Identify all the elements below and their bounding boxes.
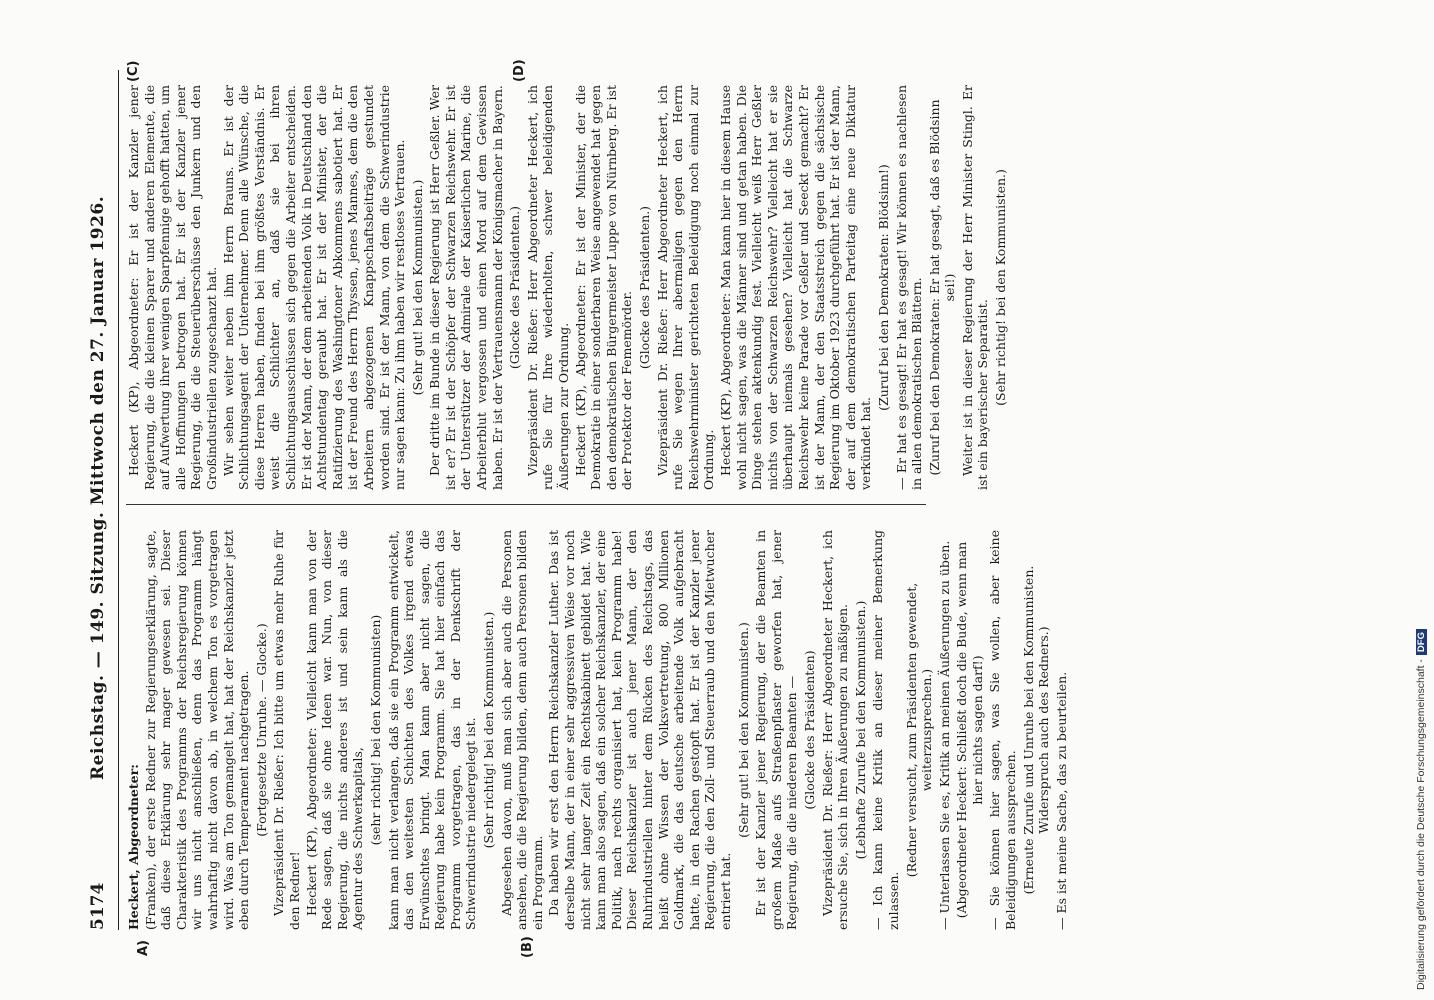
paragraph: Heckert (KP), Abgeordneter: Er ist der Kanzler jener Regierung, die die kleinen Sparer und anderen Elemente, die auf Aufwertung ihrer wenigen Sparpfennige gehofft hatten, um alle Hoffnungen betrogen hat. Er ist der Kanzler jener Regierung, die die Steuerüberschüsse den Junkern und den Großindustriellen zugeschanzt hat. [126, 85, 219, 490]
paragraph: — Er hat es gesagt! Er hat es gesagt! Wir können es nachlesen in allen demokratischen Blättern. [893, 85, 925, 490]
right-column [126, 85, 1011, 490]
margin-mark-a: A) [136, 939, 151, 956]
margin-mark-d: (D) [512, 59, 527, 82]
paragraph: Heckert (KP), Abgeordneter: Man kann hier in diesem Hause wohl nicht sagen, was die Männer sind und getan haben. Die Dinge stehen aktenkundig fest. Vielleicht weiß Herr Geßler nichts von der Schwarzen Reichswehr? Vielleicht hat er sie überhaupt niemals gesehen? Vielleicht hat die Schwarze Reichswehr keine Parade vor Geßler und Seeckt gemacht? Er ist der Mann, der den Staatsstreich gegen die sächsische Regierung im Oktober 1923 durchgeführt hat. Er ist der Mann, der auf dem demokratischen Parteitag eine neue Diktatur verkündet hat. [717, 85, 874, 490]
paragraph: Heckert, Abgeordneter: [126, 764, 141, 930]
paragraph: — Ich kann keine Kritik an dieser meiner Bemerkung zulassen. [870, 530, 901, 930]
left-column [126, 530, 1070, 930]
paragraph: (Zuruf bei den Demokraten: Er hat gesagt, daß es Blödsinn sei!) [926, 99, 958, 476]
dfg-logo-badge: DFG [1416, 629, 1427, 655]
paragraph: (sehr richtig! bei den Kommunisten) [367, 614, 383, 846]
page-number: 5174 [88, 882, 108, 930]
paragraph: — Sie können hier sagen, was Sie wollen, aber keine Beleidigungen aussprechen. [987, 530, 1019, 930]
paragraph: Vizepräsident Dr. Rießer: Herr Abgeordneter Heckert, ich rufe Sie für Ihre wiederholten, schwer beleidigenden Äußerungen zur Ordnung. [524, 85, 572, 490]
paragraph: Vizepräsident Dr. Rießer: Herr Abgeordneter Heckert, ich ersuche Sie, sich in Ihren Äußerungen zu mäßigen. [819, 530, 851, 930]
paragraph: (Zuruf bei den Demokraten: Blödsinn!) [875, 164, 891, 411]
column-divider [126, 504, 926, 505]
paragraph: (Sehr richtig! bei den Kommunisten.) [993, 169, 1009, 406]
rotated-page-content [80, 59, 1310, 958]
paragraph: (Abgeordneter Heckert: Schließt doch die Bude, wenn man hier nichts sagen darf!) [954, 541, 985, 919]
paragraph: — Unterlassen Sie es, Kritik an meinen Äußerungen zu üben. [936, 540, 952, 930]
header-rule [118, 70, 119, 930]
paragraph: — Es ist meine Sache, das zu beurteilen. [1053, 671, 1069, 930]
paragraph: Vizepräsident Dr. Rießer: Ich bitte um etwas mehr Ruhe für den Redner! [271, 530, 302, 930]
margin-mark-c: (C) [126, 60, 141, 82]
paragraph: kann man nicht verlangen, daß sie ein Programm entwickelt, das den weitesten Schichten des Volkes irgend etwas Erwünschtes bringt. Man kann aber nicht sagen, die Regierung habe kein Programm. Sie hat hier einfach das Programm vorgetragen, das in der Denkschrift der Schwerindustrie niedergelegt ist. [385, 530, 479, 930]
paragraph: (Fortgesetzte Unruhe. — Glocke.) [253, 623, 269, 837]
paragraph: (Redner versucht, zum Präsidenten gewendet, weiterzusprechen.) [903, 582, 935, 878]
paragraph: (Sehr gut! bei den Kommunisten.) [735, 622, 751, 838]
credit-text: Digitalisierung gefördert durch die Deutsche Forschungsgemeinschaft - [1415, 659, 1427, 990]
paragraph: (Glocke des Präsidenten.) [637, 205, 652, 370]
paragraph: (Glocke des Präsidenten.) [507, 205, 523, 370]
margin-mark-b: (B) [520, 936, 535, 958]
paragraph: (Sehr richtig! bei den Kommunisten.) [481, 611, 497, 849]
paragraph: Weiter ist in dieser Regierung der Herr Minister Stingl. Er ist ein bayerischer Separatist. [959, 85, 991, 490]
paragraph: Wir sehen weiter neben ihm Herrn Brauns. Er ist der Schlichtungsagent der Unternehmer. Denn alle Wünsche, die diese Herren haben, finden bei ihm größtes Verständnis. Er weist die Schlichter an, daß sie bei ihren Schlichtungsausschüssen sich gegen die Arbeiter entscheiden. Er ist der Mann, der dem arbeitenden Volk in Deutschland den Achtstundentag geraubt hat. Er ist der Minister, der die Ratifizierung des Washingtoner Abkommens sabotiert hat. Er ist der Freund des Herrn Thyssen, jenes Mannes, dem die den Arbeitern abgezogenen Knappschaftsbeiträge gestundet worden sind. Er ist der Mann, von dem die Schwerindustrie nur sagen kann: Zu ihm haben wir restloses Vertrauen. [220, 85, 408, 490]
page-header [80, 60, 120, 930]
paragraph: Heckert (KP), Abgeordneter: Vielleicht kann man von der Rede sagen, daß sie ohne Ideen war. Nun, von dieser Regierung, die nichts anderes ist und sein kann als die Agentur des Schwerkapitals, [303, 530, 366, 930]
paragraph: (Franken), der erste Redner zur Regierungserklärung, sagte, daß diese Erklärung sehr mager gewesen sei. Dieser Charakteristik des Programms der Reichsregierung können wir uns nicht anschließen, denn das Programm hängt wahrhaftig nicht davon ab, in welchem Ton es vorgetragen wird. Was am Ton gemangelt hat, hat der Reichskanzler jetzt eben durch Temperament nachgetragen. [142, 530, 252, 930]
paragraph: Vizepräsident Dr. Rießer: Herr Abgeordneter Heckert, ich rufe Sie wegen Ihrer abermaligen gegen den Herrn Reichswehrminister gerichteten Beleidigung noch einmal zur Ordnung. [654, 85, 717, 490]
paragraph: (Sehr gut! bei den Kommunisten.) [409, 179, 425, 396]
paragraph: (Erneute Zurufe und Unruhe bei den Kommunisten. Widerspruch auch des Redners.) [1020, 565, 1052, 895]
paragraph: Abgesehen davon, muß man sich aber auch die Personen ansehen, die die Regierung bilden, denn auch Personen bilden ein Programm. [498, 530, 545, 930]
funding-credit [1415, 10, 1427, 990]
paragraph: (Glocke des Präsidenten) [801, 650, 817, 810]
page-title: Reichstag. — 149. Sitzung. Mittwoch den 27. Januar 1926. [88, 195, 108, 780]
paragraph: Er ist der Kanzler jener Regierung, der die Beamten in großem Maße aufs Straßenpflaster geworfen hat, jener Regierung, die die niederen Beamten — [753, 530, 800, 930]
paragraph: Heckert (KP), Abgeordneter: Er ist der Minister, der die Demokratie in einer sonderbaren Weise angewendet hat gegen den demokratischen Bürgermeister Luppe von Nürnberg. Er ist der Protektor der Fememörder. [572, 85, 635, 490]
paragraph: Der dritte im Bunde in dieser Regierung ist Herr Geßler. Wer ist er? Er ist der Schöpfer der Schwarzen Reichswehr. Er ist der Unterstützer der Admirale der Kaiserlichen Marine, die Arbeiterblut vergossen und einen Mord auf dem Gewissen haben. Er ist der Vertrauensmann der Königsmacher in Bayern. [427, 85, 505, 490]
paragraph: (Lebhafte Zurufe bei den Kommunisten.) [852, 600, 868, 860]
paragraph: Da haben wir erst den Herrn Reichskanzler Luther. Das ist derselbe Mann, der in einer sehr aggressiven Weise vor noch nicht sehr langer Zeit ein Rechtskabinett gebildet hat. Wie kann man also sagen, daß ein solcher Reichskanzler, der eine Politik, nach rechts organisiert hat, kein Programm habe! Dieser Reichskanzler ist auch jener Mann, der den Ruhrindustriellen hinter dem Rücken des Reichstags, das heißt ohne Wissen der Volksvertretung, 800 Millionen Goldmark, die das deutsche arbeitende Volk aufgebracht hatte, in den Rachen gestopft hat. Er ist der Kanzler jener Regierung, die den Zoll- und Steuerraub und den Mietwucher entriert hat. [546, 530, 733, 930]
